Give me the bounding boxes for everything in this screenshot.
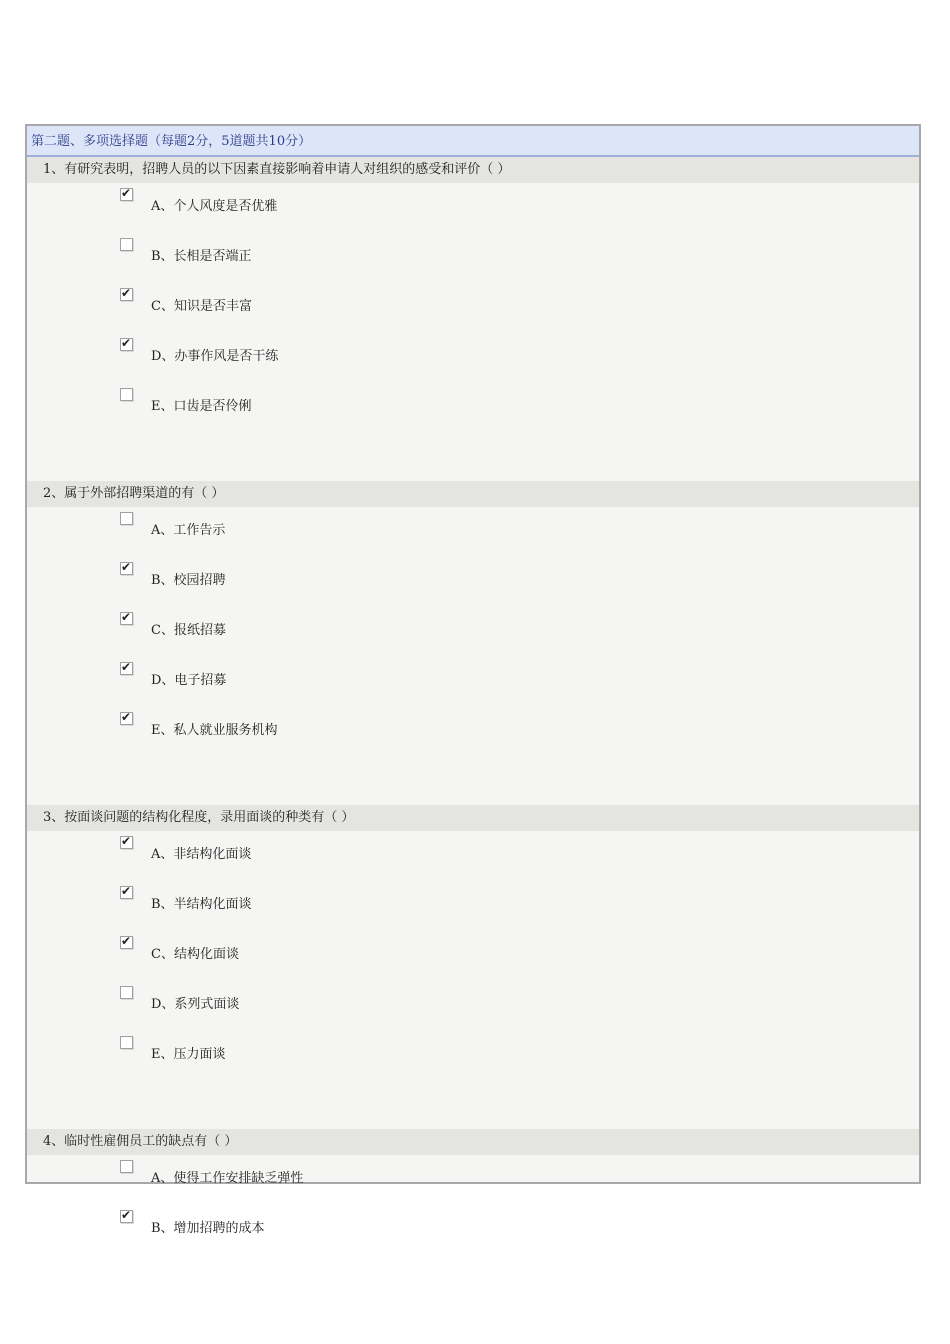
question-stem: 1、有研究表明，招聘人员的以下因素直接影响着申请人对组织的感受和评价（ ） [27,157,919,183]
option-label: A、工作告示 [151,523,226,538]
option-label: E、私人就业服务机构 [151,723,278,738]
checkbox-checked[interactable] [120,1210,133,1223]
question-1 [27,157,919,481]
checkbox-checked[interactable] [120,712,133,725]
option-row[interactable] [27,333,919,383]
checkbox-unchecked[interactable] [120,986,133,999]
option-label: E、压力面谈 [151,1047,226,1062]
checkbox-unchecked[interactable] [120,1160,133,1173]
checkbox-checked[interactable] [120,288,133,301]
option-row[interactable] [27,283,919,333]
option-row[interactable] [27,657,919,707]
option-label: C、结构化面谈 [151,947,239,962]
checkbox-checked[interactable] [120,338,133,351]
question-stem: 2、属于外部招聘渠道的有（ ） [27,481,919,507]
checkbox-checked[interactable] [120,562,133,575]
option-row[interactable] [27,931,919,981]
checkbox-unchecked[interactable] [120,512,133,525]
option-label: A、非结构化面谈 [151,847,252,862]
option-row[interactable] [27,881,919,931]
option-label: D、电子招募 [151,673,227,688]
option-label: B、半结构化面谈 [151,897,252,912]
checkbox-unchecked[interactable] [120,1036,133,1049]
option-label: E、口齿是否伶俐 [151,399,252,414]
option-label: D、系列式面谈 [151,997,240,1012]
option-row[interactable] [27,507,919,557]
question-stem: 4、临时性雇佣员工的缺点有（ ） [27,1129,919,1155]
option-label: A、个人风度是否优雅 [151,199,278,214]
checkbox-checked[interactable] [120,836,133,849]
option-row[interactable] [27,1155,919,1205]
option-label: B、增加招聘的成本 [151,1221,265,1236]
checkbox-unchecked[interactable] [120,388,133,401]
checkbox-checked[interactable] [120,612,133,625]
quiz-panel [25,124,921,1236]
question-3 [27,805,919,1129]
section-header: 第二题、多项选择题（每题2分，5道题共10分） [27,126,919,157]
option-row[interactable] [27,557,919,607]
option-row[interactable] [27,1031,919,1081]
option-row[interactable] [27,707,919,757]
option-label: B、校园招聘 [151,573,226,588]
option-row[interactable] [27,183,919,233]
option-label: B、长相是否端正 [151,249,252,264]
checkbox-unchecked[interactable] [120,238,133,251]
checkbox-checked[interactable] [120,188,133,201]
question-stem: 3、按面谈问题的结构化程度，录用面谈的种类有（ ） [27,805,919,831]
option-label: D、办事作风是否干练 [151,349,279,364]
checkbox-checked[interactable] [120,886,133,899]
checkbox-checked[interactable] [120,936,133,949]
option-row[interactable] [27,981,919,1031]
option-row[interactable] [27,607,919,657]
option-row[interactable] [27,831,919,881]
option-label: C、报纸招募 [151,623,226,638]
option-label: C、知识是否丰富 [151,299,252,314]
checkbox-checked[interactable] [120,662,133,675]
question-list [27,157,919,1255]
option-label: A、使得工作安排缺乏弹性 [151,1171,304,1186]
question-4 [27,1129,919,1255]
option-row[interactable] [27,1205,919,1255]
option-row[interactable] [27,383,919,433]
question-2 [27,481,919,805]
option-row[interactable] [27,233,919,283]
